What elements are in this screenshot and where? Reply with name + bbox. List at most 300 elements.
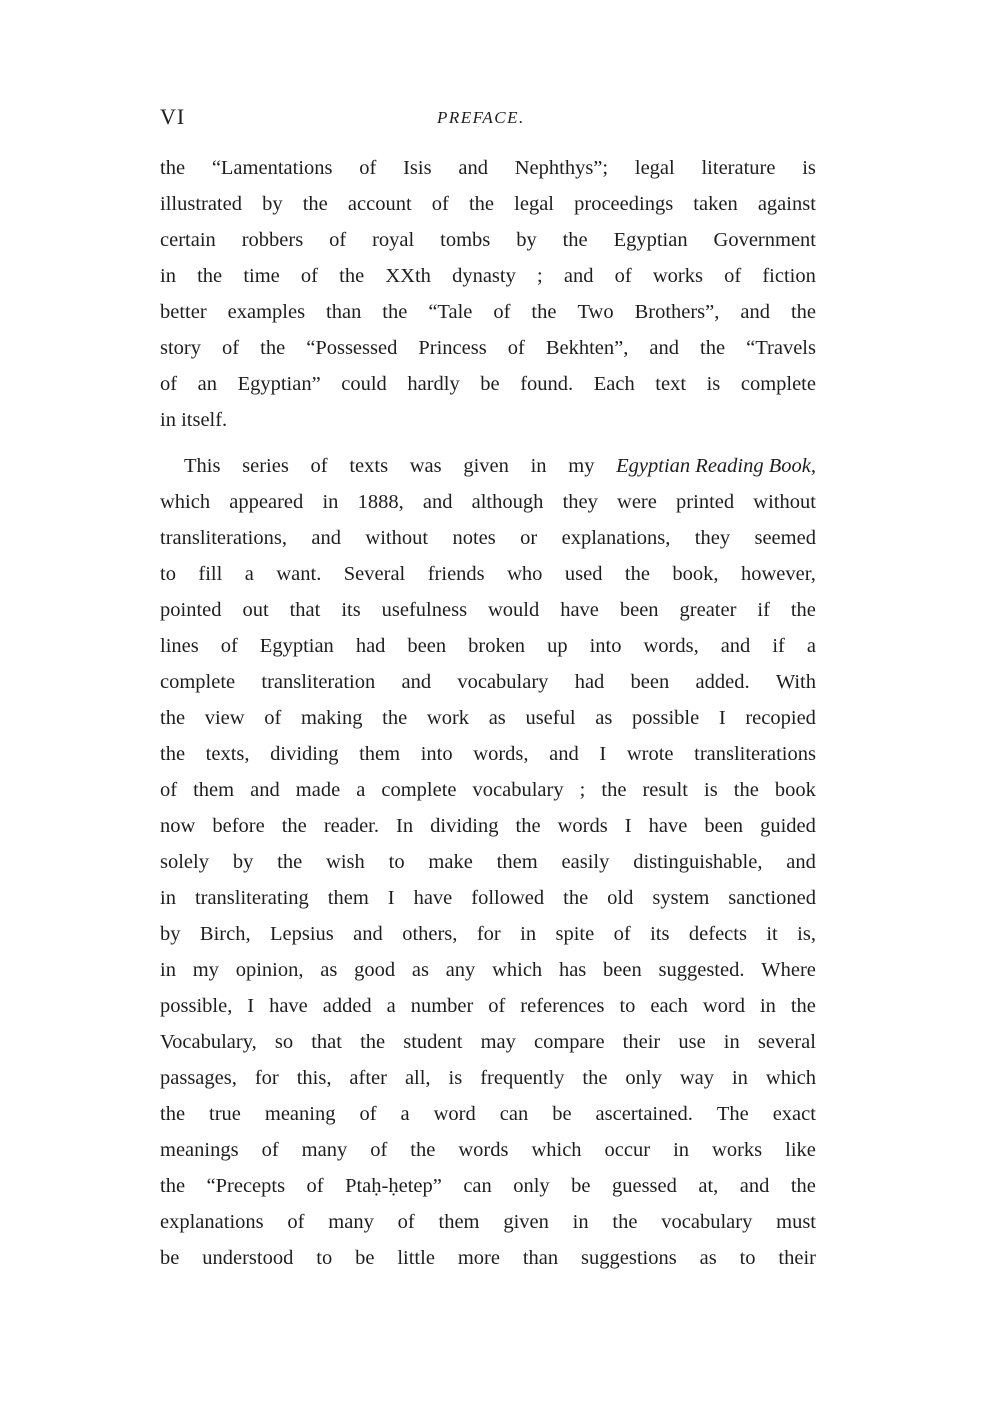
word: added. (695, 671, 750, 693)
word: have (560, 599, 599, 621)
word: solely (160, 851, 209, 873)
text-line (160, 484, 816, 520)
word: the (468, 193, 495, 215)
word: making (301, 707, 363, 729)
word: used (564, 563, 603, 585)
word: defects (688, 923, 747, 945)
word: fill (198, 563, 223, 585)
word: vocabulary (661, 1211, 753, 1233)
word: without (753, 491, 816, 513)
word: of (220, 635, 238, 657)
word: passages, (160, 1067, 237, 1089)
word: lines (160, 635, 199, 657)
word: several (757, 1031, 816, 1053)
text-line (160, 520, 816, 556)
word: Birch, (199, 923, 251, 945)
word: in (673, 1139, 690, 1161)
word: a (386, 995, 396, 1017)
word: the (160, 707, 186, 729)
word: I (718, 707, 726, 729)
word: them (193, 779, 235, 801)
word: many (328, 1211, 374, 1233)
word: of (160, 779, 178, 801)
word: more (457, 1247, 500, 1269)
word: been (619, 599, 659, 621)
word: as (320, 959, 338, 981)
text-line (160, 448, 816, 484)
word: possible (631, 707, 700, 729)
word: appeared (229, 491, 304, 513)
word: the (160, 1175, 186, 1197)
body-text (160, 150, 816, 1276)
word: the (531, 301, 557, 323)
word: of (488, 995, 506, 1017)
word: added (322, 995, 372, 1017)
word: the (515, 815, 541, 837)
word: possible, (160, 995, 233, 1017)
word: a (400, 1103, 410, 1125)
word: Nephthys”; (514, 157, 609, 179)
word: time (243, 265, 280, 287)
word: Where (761, 959, 816, 981)
text-line (160, 1168, 816, 1204)
word: usefulness (381, 599, 468, 621)
word: “Precepts (206, 1175, 286, 1197)
word: to (160, 563, 176, 585)
word: would (488, 599, 540, 621)
word: legal (514, 193, 554, 215)
word: meanings (160, 1139, 239, 1161)
word: Several (343, 563, 406, 585)
running-title: PREFACE. (437, 108, 525, 127)
word: “Travels (746, 337, 816, 359)
word: in (572, 1211, 589, 1233)
word: only (513, 1175, 550, 1197)
word: of (306, 1175, 324, 1197)
word: opinion, (235, 959, 304, 981)
word: the (790, 995, 816, 1017)
word: result (642, 779, 688, 801)
word: hardly (407, 373, 460, 395)
word: in (520, 923, 537, 945)
word: complete (381, 779, 457, 801)
word: guessed (611, 1175, 677, 1197)
text-line (160, 664, 816, 700)
text-line (160, 1024, 816, 1060)
word: make (428, 851, 473, 873)
word: of (310, 455, 328, 477)
word: frequently (480, 1067, 565, 1089)
word: against (757, 193, 816, 215)
word: the (260, 337, 286, 359)
word: the (197, 265, 223, 287)
word: complete (740, 373, 816, 395)
paragraph-spacer (160, 438, 816, 448)
word: which (160, 491, 211, 513)
word: of (160, 373, 178, 395)
word: an (197, 373, 217, 395)
word: the (790, 599, 816, 621)
word: into (420, 743, 453, 765)
word: useful (525, 707, 576, 729)
word: although (471, 491, 544, 513)
word: ; (579, 779, 586, 801)
word: words, (643, 635, 699, 657)
word: been (630, 671, 670, 693)
word: only (625, 1067, 662, 1089)
word: view (204, 707, 245, 729)
word: by (160, 923, 181, 945)
word: the (339, 265, 365, 287)
word: as (699, 1247, 717, 1269)
word: Egyptian (259, 635, 334, 657)
text-line (160, 222, 816, 258)
word: vocabulary (457, 671, 549, 693)
word: the (733, 779, 759, 801)
word: the (612, 1211, 638, 1233)
word: to (388, 851, 405, 873)
word: Brothers”, (634, 301, 720, 323)
word: and (649, 337, 680, 359)
word: given (503, 1211, 549, 1233)
word: of (507, 337, 525, 359)
word: that (311, 1031, 342, 1053)
word: literature (701, 157, 776, 179)
word: seemed (754, 527, 816, 549)
word: they (694, 527, 731, 549)
word: been (603, 959, 642, 981)
word: at, (698, 1175, 719, 1197)
word: of (222, 337, 240, 359)
word: account (347, 193, 412, 215)
word: greater (679, 599, 737, 621)
word: a (806, 635, 816, 657)
word: of (261, 1139, 279, 1161)
word: its (650, 923, 670, 945)
word: and (422, 491, 453, 513)
word: if (772, 635, 785, 657)
word: of (724, 265, 742, 287)
word: found. (520, 373, 574, 395)
word: use (678, 1031, 706, 1053)
word: which (531, 1139, 582, 1161)
word: I (247, 995, 255, 1017)
word: them (496, 851, 538, 873)
word: and (549, 743, 579, 765)
word: can (499, 1103, 529, 1125)
word: in (322, 491, 339, 513)
word: Government (713, 229, 816, 251)
word: the (582, 1067, 608, 1089)
word: taken (693, 193, 738, 215)
text-line (160, 808, 816, 844)
text-line (160, 880, 816, 916)
word: the (160, 157, 186, 179)
word: for (476, 923, 501, 945)
word: occur (604, 1139, 651, 1161)
word: into (589, 635, 622, 657)
text-line (160, 1204, 816, 1240)
word: transliterating (194, 887, 309, 909)
word: can (463, 1175, 492, 1197)
word: them (359, 743, 401, 765)
word: the (790, 301, 816, 323)
word: spite (555, 923, 595, 945)
word: “Lamentations (211, 157, 333, 179)
word: which (492, 959, 543, 981)
word: my (568, 455, 595, 477)
text-line (160, 1240, 816, 1276)
word: had (574, 671, 605, 693)
word: of (359, 1103, 377, 1125)
word: had (355, 635, 386, 657)
word: of (264, 707, 282, 729)
word: dividing (270, 743, 339, 765)
word: text (655, 373, 687, 395)
word: as (411, 959, 429, 981)
word: series (242, 455, 289, 477)
word: as (488, 707, 506, 729)
word: up (547, 635, 568, 657)
word: all, (404, 1067, 431, 1089)
word: exact (772, 1103, 816, 1125)
word: understood (202, 1247, 294, 1269)
word: Isis (403, 157, 432, 179)
word: however, (740, 563, 816, 585)
word: notes (452, 527, 496, 549)
word: complete (160, 671, 236, 693)
word: may (480, 1031, 516, 1053)
word: in (759, 995, 776, 1017)
word: word (433, 1103, 476, 1125)
word: followed (471, 887, 545, 909)
word: made (295, 779, 341, 801)
word: broken (468, 635, 526, 657)
word: them (327, 887, 369, 909)
word: In (396, 815, 414, 837)
word: better (160, 301, 207, 323)
word: after (349, 1067, 387, 1089)
word: the (382, 707, 408, 729)
word: way (679, 1067, 714, 1089)
word: Vocabulary, (160, 1031, 257, 1053)
word: I (599, 743, 607, 765)
text-line (160, 628, 816, 664)
word: robbers (241, 229, 304, 251)
word: fiction (762, 265, 816, 287)
word: ascertained. (595, 1103, 693, 1125)
word: if (757, 599, 770, 621)
word: by (516, 229, 537, 251)
word: texts (349, 455, 389, 477)
word: the (281, 815, 307, 837)
word: reader. (323, 815, 380, 837)
word: the (624, 563, 650, 585)
word: compare (533, 1031, 605, 1053)
word: given (463, 455, 509, 477)
word: of (613, 923, 631, 945)
word: or (520, 527, 538, 549)
word: the (160, 1103, 186, 1125)
word: words, (473, 743, 529, 765)
word: friends (427, 563, 485, 585)
word: the (410, 1139, 436, 1161)
word: easily (561, 851, 610, 873)
word: explanations (160, 1211, 264, 1233)
word: be (552, 1103, 572, 1125)
word: was (409, 455, 442, 477)
word: number (410, 995, 474, 1017)
text-line (160, 592, 816, 628)
word: be (480, 373, 500, 395)
word: words (557, 815, 608, 837)
word: proceedings (574, 193, 674, 215)
word: a (244, 563, 254, 585)
word: who (507, 563, 543, 585)
word: transliterations, (160, 527, 287, 549)
text-line (160, 1096, 816, 1132)
word: the (160, 743, 186, 765)
paragraph (160, 448, 816, 1276)
word: legal (634, 157, 675, 179)
word: many (301, 1139, 348, 1161)
text-line (160, 916, 816, 952)
word: of (397, 1211, 415, 1233)
word: Princess (418, 337, 487, 359)
word: royal (372, 229, 415, 251)
word: Lepsius (269, 923, 334, 945)
word: been (704, 815, 744, 837)
word: printed (676, 491, 735, 513)
word: recopied (745, 707, 816, 729)
word: of (431, 193, 449, 215)
word: distinguishable, (633, 851, 763, 873)
word: any (445, 959, 476, 981)
word: and (401, 671, 432, 693)
word: references (520, 995, 605, 1017)
page-number: VI (160, 104, 186, 129)
word: words (458, 1139, 509, 1161)
word: and (353, 923, 383, 945)
word: Egyptian” (237, 373, 321, 395)
word: transliteration (261, 671, 376, 693)
word: than (522, 1247, 559, 1269)
text-line (160, 556, 816, 592)
word: Egyptian (613, 229, 688, 251)
word: work (426, 707, 470, 729)
word: old (607, 887, 634, 909)
word: explanations, (561, 527, 671, 549)
word: been (407, 635, 447, 657)
word: system (652, 887, 710, 909)
word: it (766, 923, 778, 945)
word: and (250, 779, 280, 801)
word: that (289, 599, 321, 621)
word: have (413, 887, 453, 909)
word: like (785, 1139, 816, 1161)
word: be (355, 1247, 375, 1269)
word: sanctioned (728, 887, 816, 909)
word: have (269, 995, 308, 1017)
word: book (774, 779, 816, 801)
word: others, (402, 923, 458, 945)
text-line (160, 1132, 816, 1168)
word: and (458, 157, 488, 179)
word: Two (577, 301, 614, 323)
word: out (242, 599, 269, 621)
word: vocabulary (472, 779, 564, 801)
word: works (712, 1139, 763, 1161)
word: meaning (264, 1103, 336, 1125)
word: the (562, 229, 588, 251)
word: is (706, 373, 721, 395)
word: of (329, 229, 347, 251)
word: With (775, 671, 816, 693)
word: the (700, 337, 726, 359)
text-line (160, 988, 816, 1024)
word: dividing (430, 815, 499, 837)
text-line (160, 1060, 816, 1096)
word: certain (160, 229, 216, 251)
word: Ptaḥ-ḥetep” (345, 1175, 442, 1197)
word: wish (326, 851, 365, 873)
word: so (274, 1031, 294, 1053)
word: I (624, 815, 632, 837)
word: could (341, 373, 387, 395)
word: before (212, 815, 265, 837)
word: is (704, 779, 718, 801)
word: The (716, 1103, 749, 1125)
word: were (617, 491, 657, 513)
word: illustrated (160, 193, 242, 215)
word: a (356, 779, 366, 801)
word: Bekhten”, (545, 337, 629, 359)
word: is (802, 157, 816, 179)
word: wrote (626, 743, 674, 765)
word: the (302, 193, 328, 215)
text-line (160, 294, 816, 330)
word: the (277, 851, 303, 873)
word: suggestions (581, 1247, 677, 1269)
word: word (702, 995, 745, 1017)
word: guided (760, 815, 816, 837)
word: without (365, 527, 429, 549)
word: is (448, 1067, 463, 1089)
word: little (397, 1247, 435, 1269)
word: book, (672, 563, 719, 585)
word: transliterations (694, 743, 816, 765)
word: texts, (205, 743, 250, 765)
word: in (731, 1067, 748, 1089)
word: have (648, 815, 688, 837)
word: by (262, 193, 283, 215)
word: ; (537, 265, 543, 287)
word: and (739, 1175, 770, 1197)
word: to (316, 1247, 333, 1269)
text-line (160, 330, 816, 366)
word: they (562, 491, 598, 513)
word: story (160, 337, 201, 359)
word: and (786, 851, 816, 873)
word: their (778, 1247, 816, 1269)
word: I (387, 887, 395, 909)
text-line (160, 844, 816, 880)
text-line (160, 772, 816, 808)
word: in (723, 1031, 740, 1053)
word: by (232, 851, 254, 873)
word: in (160, 887, 176, 909)
word: and (311, 527, 341, 549)
